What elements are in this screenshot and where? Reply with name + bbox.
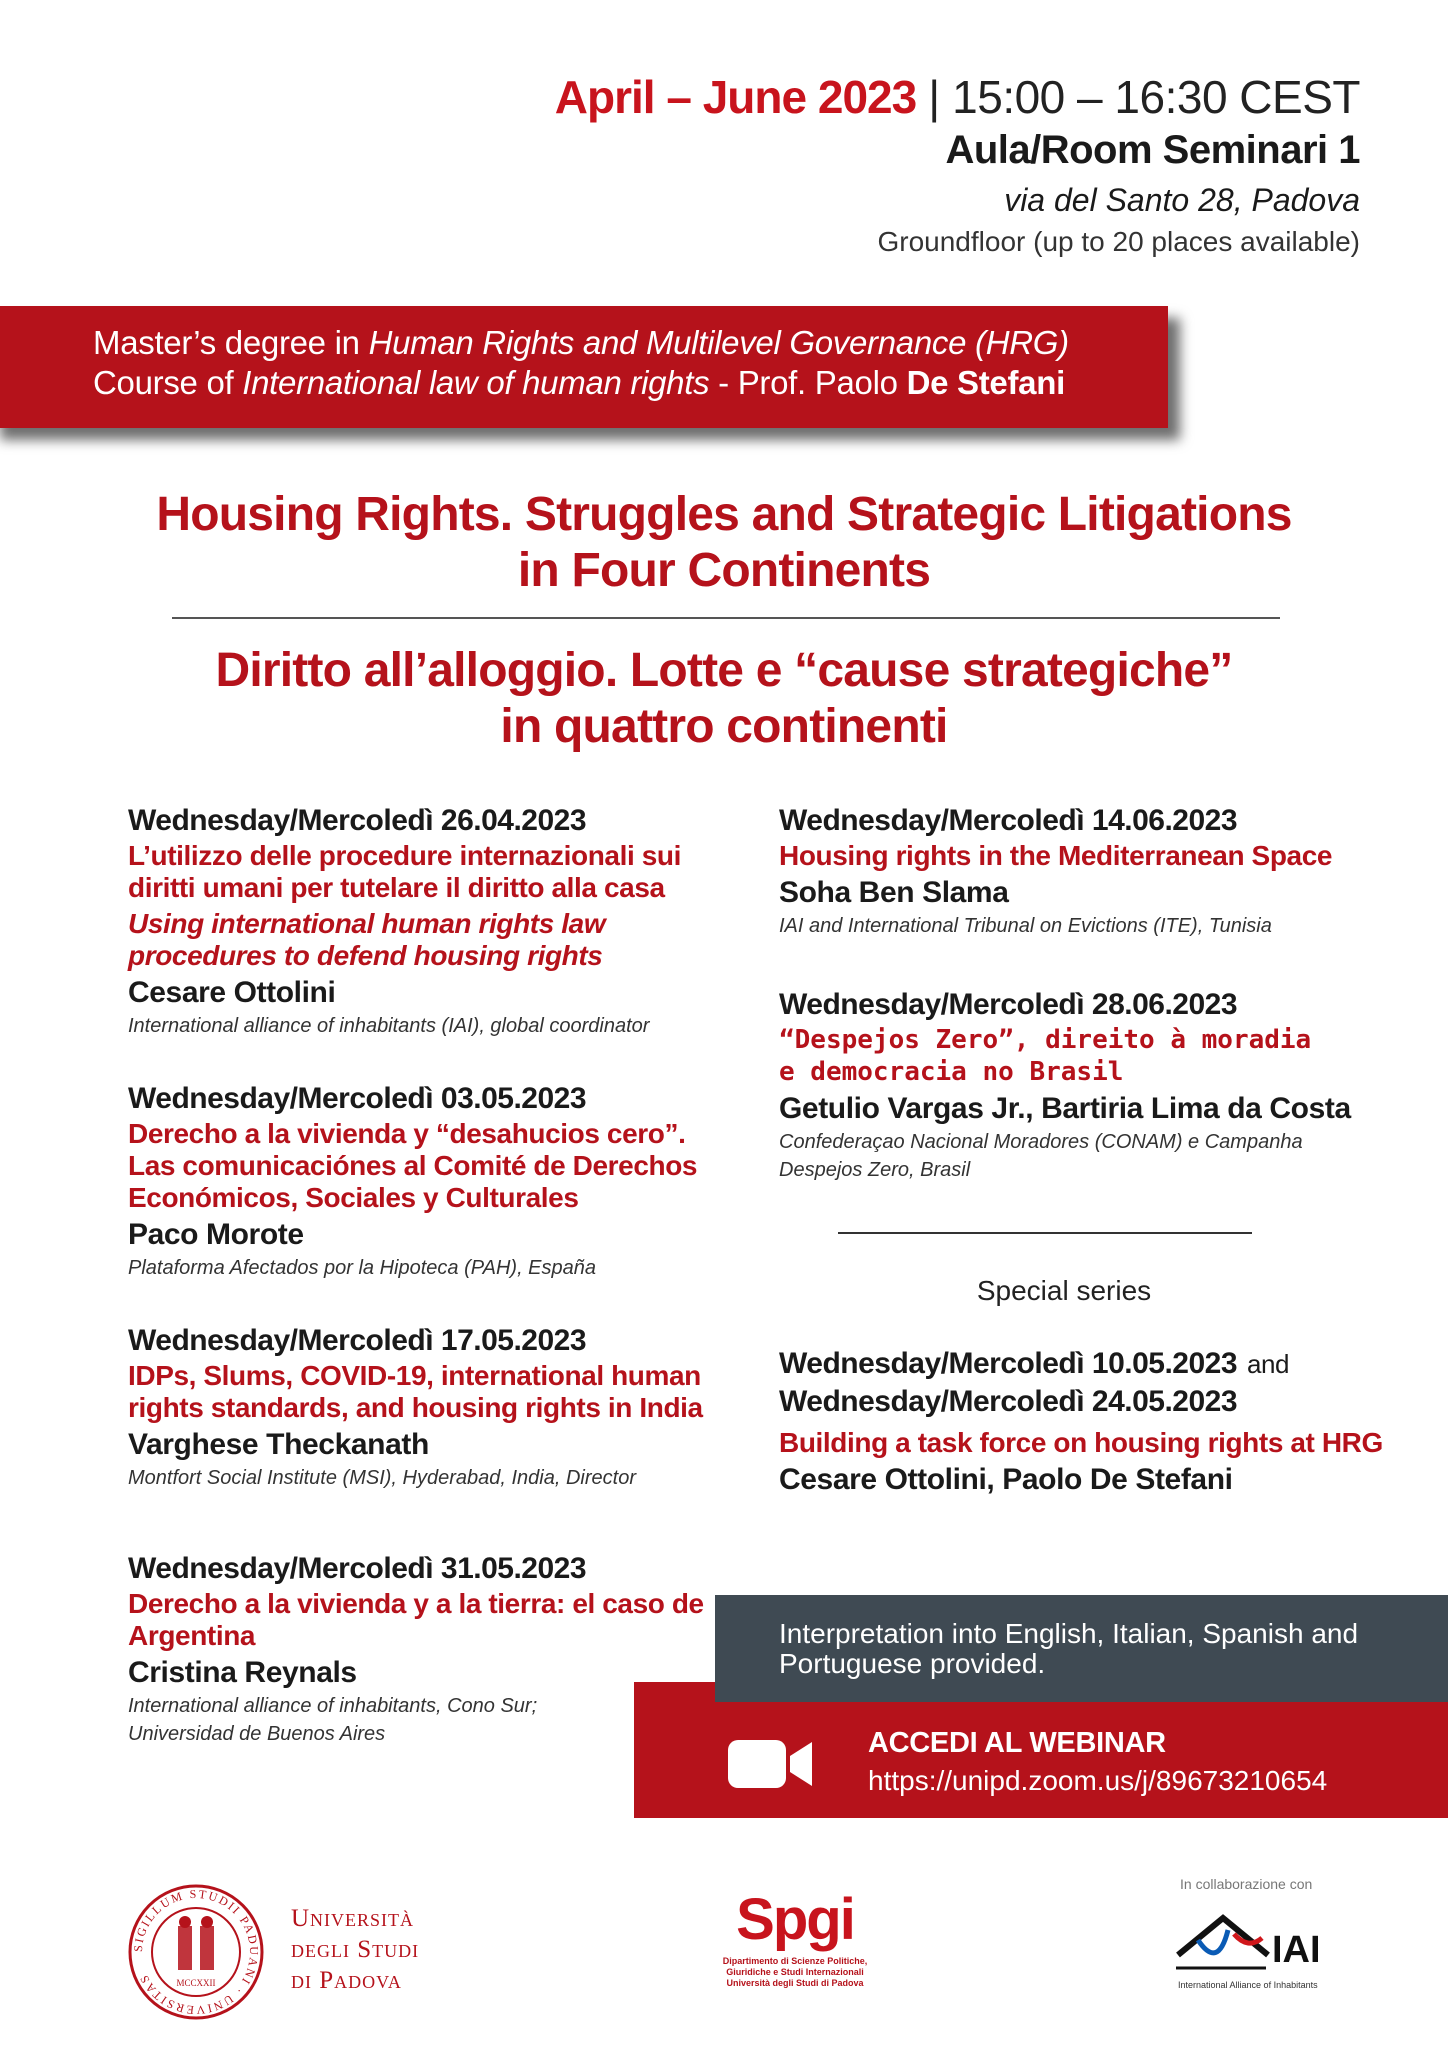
event-dates: April – June 2023 [554, 71, 917, 123]
event-affiliation: Universidad de Buenos Aires [128, 1723, 386, 1745]
university-name-line-3: di Padova [291, 1967, 402, 1994]
date-time-line [555, 70, 1360, 124]
event-item [779, 986, 1399, 1184]
spgi-department-line-3: Università degli Studi di Padova [726, 1978, 864, 1988]
event-affiliation: Montfort Social Institute (MSI), Hyderabad, India, Director [128, 1467, 636, 1489]
special-title: Building a task force on housing rights at HRG [779, 1427, 1383, 1458]
room-address: via del Santo 28, Padova [1004, 182, 1360, 218]
title-english [0, 487, 1448, 599]
banner-course-prefix: Course of [93, 364, 243, 401]
event-speaker: Varghese Theckanath [128, 1428, 429, 1461]
banner-degree-line [93, 324, 1069, 362]
university-seal-logo [126, 1882, 266, 2027]
iai-caption: International Alliance of Inhabitants [1178, 1980, 1318, 1990]
event-date: Wednesday/Mercoledì 14.06.2023 [779, 804, 1238, 837]
banner-degree-prefix: Master’s degree in [93, 324, 369, 361]
banner-degree-name: Human Rights and Multilevel Governance (HRG) [368, 324, 1069, 361]
special-date-2: Wednesday/Mercoledì 24.05.2023 [779, 1385, 1238, 1418]
spgi-wordmark: Spgi [736, 1887, 854, 1952]
event-speaker: Getulio Vargas Jr., Bartiria Lima da Costa [779, 1092, 1351, 1125]
schedule-right-column [779, 802, 1399, 1224]
university-name-line-2: degli Studi [291, 1936, 420, 1963]
event-affiliation: International alliance of inhabitants, Cono Sur; [128, 1695, 538, 1717]
special-and: and [1247, 1349, 1289, 1379]
header-separator: | [928, 71, 941, 123]
seal-year: MCCXXII [176, 1978, 216, 1988]
event-item [128, 802, 728, 1040]
schedule-left-column [128, 802, 728, 1788]
special-series-event [779, 1345, 1399, 1499]
iai-mark: IAI [1272, 1929, 1321, 1971]
title-italian [0, 643, 1448, 755]
event-affiliation: International alliance of inhabitants (IAI), global coordinator [128, 1015, 650, 1037]
title-english-line-1: Housing Rights. Struggles and Strategic Litigations [156, 488, 1292, 541]
event-item [128, 1080, 728, 1282]
special-speakers: Cesare Ottolini, Paolo De Stefani [779, 1463, 1233, 1496]
banner-professor-surname: De Stefani [906, 364, 1065, 401]
spgi-department-line-2: Giuridiche e Studi Internazionali [726, 1967, 864, 1977]
banner-professor-prefix: - Prof. Paolo [709, 364, 907, 401]
course-banner [0, 306, 1168, 428]
special-series-label: Special series [976, 1275, 1152, 1306]
event-affiliation: Confederaçao Nacional Moradores (CONAM) e Campanha [779, 1131, 1303, 1153]
event-item [779, 802, 1399, 940]
spgi-department [700, 1956, 890, 1989]
event-speaker: Cristina Reynals [128, 1656, 357, 1689]
title-italian-line-2: in quattro continenti [500, 700, 948, 753]
seal-ring-text: SIGILLUM STUDII PADUANI · UNIVERSITAS [130, 1886, 262, 2018]
spgi-logo [700, 1887, 890, 1989]
event-title-translation: Using international human rights law procedures to defend housing rights [128, 908, 606, 971]
event-title: “Despejos Zero”, direito à moradia e democracia no Brasil [779, 1025, 1312, 1087]
event-title: Derecho a la vivienda y a la tierra: el caso de Argentina [128, 1588, 704, 1651]
event-item [128, 1322, 728, 1492]
event-date: Wednesday/Mercoledì 26.04.2023 [128, 804, 587, 837]
special-series-divider [838, 1232, 1252, 1234]
event-date: Wednesday/Mercoledì 17.05.2023 [128, 1324, 587, 1357]
title-english-line-2: in Four Continents [517, 544, 931, 597]
banner-course-line [93, 364, 1065, 402]
webinar-label: ACCEDI AL WEBINAR [868, 1727, 1166, 1759]
university-name-line-1: Università [291, 1905, 415, 1932]
event-affiliation: Despejos Zero, Brasil [779, 1159, 971, 1181]
spgi-department-line-1: Dipartimento di Scienze Politiche, [722, 1956, 868, 1966]
university-name [291, 1903, 419, 1996]
event-title: Housing rights in the Mediterranean Space [779, 840, 1333, 871]
event-affiliation: IAI and International Tribunal on Evictions (ITE), Tunisia [779, 915, 1272, 937]
event-time: 15:00 – 16:30 CEST [952, 71, 1360, 123]
event-date: Wednesday/Mercoledì 31.05.2023 [128, 1552, 587, 1585]
title-italian-line-1: Diritto all’alloggio. Lotte e “cause strategiche” [215, 644, 1233, 697]
event-title: L’utilizzo delle procedure internazionali sui diritti umani per tutelare il diritto alla casa [128, 840, 681, 903]
event-date: Wednesday/Mercoledì 28.06.2023 [779, 988, 1238, 1021]
svg-text:SIGILLUM STUDII PADUANI · UNIV [131, 1887, 261, 2017]
room-name: Aula/Room Seminari 1 [945, 128, 1360, 172]
interpretation-box [715, 1595, 1448, 1702]
collaboration-label: In collaborazione con [1180, 1876, 1313, 1892]
event-speaker: Paco Morote [128, 1218, 304, 1251]
room-floor-note: Groundfloor (up to 20 places available) [877, 226, 1360, 257]
interpretation-note: Interpretation into English, Italian, Spanish and Portuguese provided. [779, 1618, 1359, 1679]
special-date-1 [779, 1345, 1399, 1383]
event-affiliation: Plataforma Afectados por la Hipoteca (PAH), España [128, 1257, 597, 1279]
event-title: Derecho a la vivienda y “desahucios cero”. Las comunicaciónes al Comité de Derechos Económicos, Sociales y Culturales [128, 1118, 698, 1213]
event-speaker: Cesare Ottolini [128, 976, 336, 1009]
webinar-link[interactable]: https://unipd.zoom.us/j/89673210654 [868, 1765, 1328, 1796]
event-date: Wednesday/Mercoledì 03.05.2023 [128, 1082, 587, 1115]
event-title: IDPs, Slums, COVID-19, international human rights standards, and housing rights in India [128, 1360, 703, 1423]
title-divider [172, 617, 1280, 619]
event-speaker: Soha Ben Slama [779, 876, 1009, 909]
special-date-1-text: Wednesday/Mercoledì 10.05.2023 [779, 1347, 1238, 1380]
banner-course-name: International law of human rights [242, 364, 710, 401]
video-camera-icon [728, 1738, 814, 1795]
